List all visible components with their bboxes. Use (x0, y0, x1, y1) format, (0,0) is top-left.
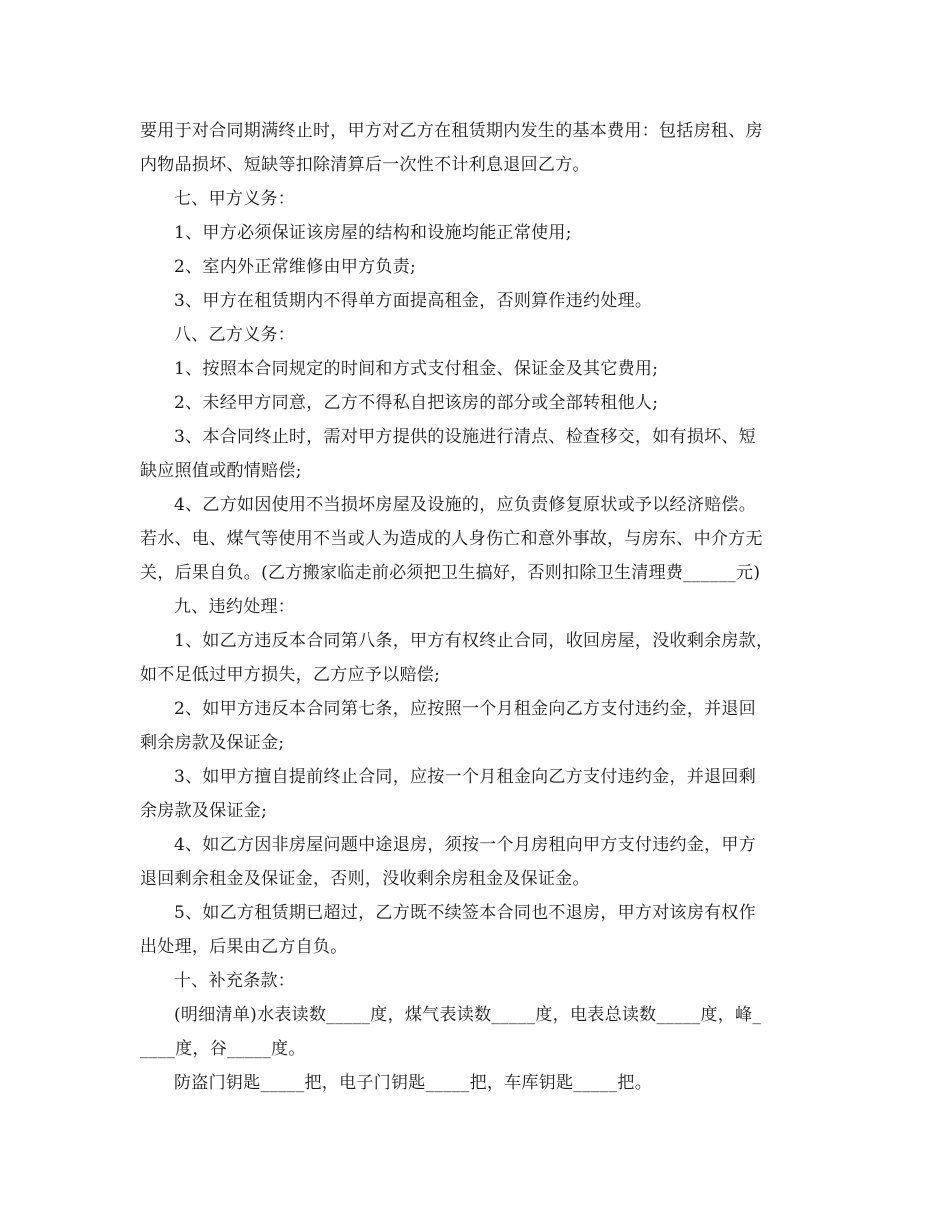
document-line: 1、按照本合同规定的时间和方式支付租金、保证金及其它费用; (174, 359, 659, 379)
document-line: 九、违约处理： (174, 597, 296, 617)
document-line: 缺应照值或酌情赔偿; (140, 461, 302, 481)
document-line: 2、室内外正常维修由甲方负责; (174, 257, 417, 277)
document-line: 出处理，后果由乙方自负。 (140, 937, 348, 957)
document-line: 内物品损坏、短缺等扣除清算后一次性不计利息退回乙方。 (140, 155, 590, 175)
document-line: 退回剩余租金及保证金，否则，没收剩余房租金及保证金。 (140, 869, 590, 889)
document-line: 4、如乙方因非房屋问题中途退房，须按一个月房租向甲方支付违约金，甲方 (174, 835, 757, 855)
document-line: 防盗门钥匙_____把，电子门钥匙_____把，车库钥匙_____把。 (174, 1073, 652, 1093)
document-line: 八、乙方义务： (174, 325, 296, 345)
document-body (140, 114, 830, 1100)
document-line: 如不足低过甲方损失，乙方应予以赔偿; (140, 665, 441, 685)
document-line: 1、甲方必须保证该房屋的结构和设施均能正常使用; (174, 223, 572, 243)
document-line: 十、补充条款： (174, 971, 296, 991)
document-line: 剩余房款及保证金; (140, 733, 285, 753)
document-line: 2、如甲方违反本合同第七条，应按照一个月租金向乙方支付违约金，并退回 (174, 699, 757, 719)
document-line: 2、未经甲方同意，乙方不得私自把该房的部分或全部转租他人; (174, 393, 659, 413)
document-line: 七、甲方义务： (174, 189, 296, 209)
document-line: (明细清单)水表读数_____度，煤气表读数_____度，电表总读数_____度，峰_ (174, 1005, 762, 1025)
document-line: 5、如乙方租赁期已超过，乙方既不续签本合同也不退房，甲方对该房有权作 (174, 903, 757, 923)
document-line: 若水、电、煤气等使用不当或人为造成的人身伤亡和意外事故，与房东、中介方无 (140, 529, 763, 549)
document-line: 1、如乙方违反本合同第八条，甲方有权终止合同，收回房屋，没收剩余房款， (174, 631, 774, 651)
document-line: 3、甲方在租赁期内不得单方面提高租金，否则算作违约处理。 (174, 291, 653, 311)
document-line: 要用于对合同期满终止时，甲方对乙方在租赁期内发生的基本费用：包括房租、房 (140, 121, 763, 141)
document-line: 3、本合同终止时，需对甲方提供的设施进行清点、检查移交，如有损坏、短 (174, 427, 757, 447)
document-line: 余房款及保证金; (140, 801, 268, 821)
document-line: 4、乙方如因使用不当损坏房屋及设施的，应负责修复原状或予以经济赔偿。 (174, 495, 757, 515)
document-line: 关，后果自负。(乙方搬家临走前必须把卫生搞好，否则扣除卫生清理费______元) (140, 563, 761, 583)
document-line: ____度，谷_____度。 (140, 1039, 306, 1059)
document-line: 3、如甲方擅自提前终止合同，应按一个月租金向乙方支付违约金，并退回剩 (174, 767, 757, 787)
